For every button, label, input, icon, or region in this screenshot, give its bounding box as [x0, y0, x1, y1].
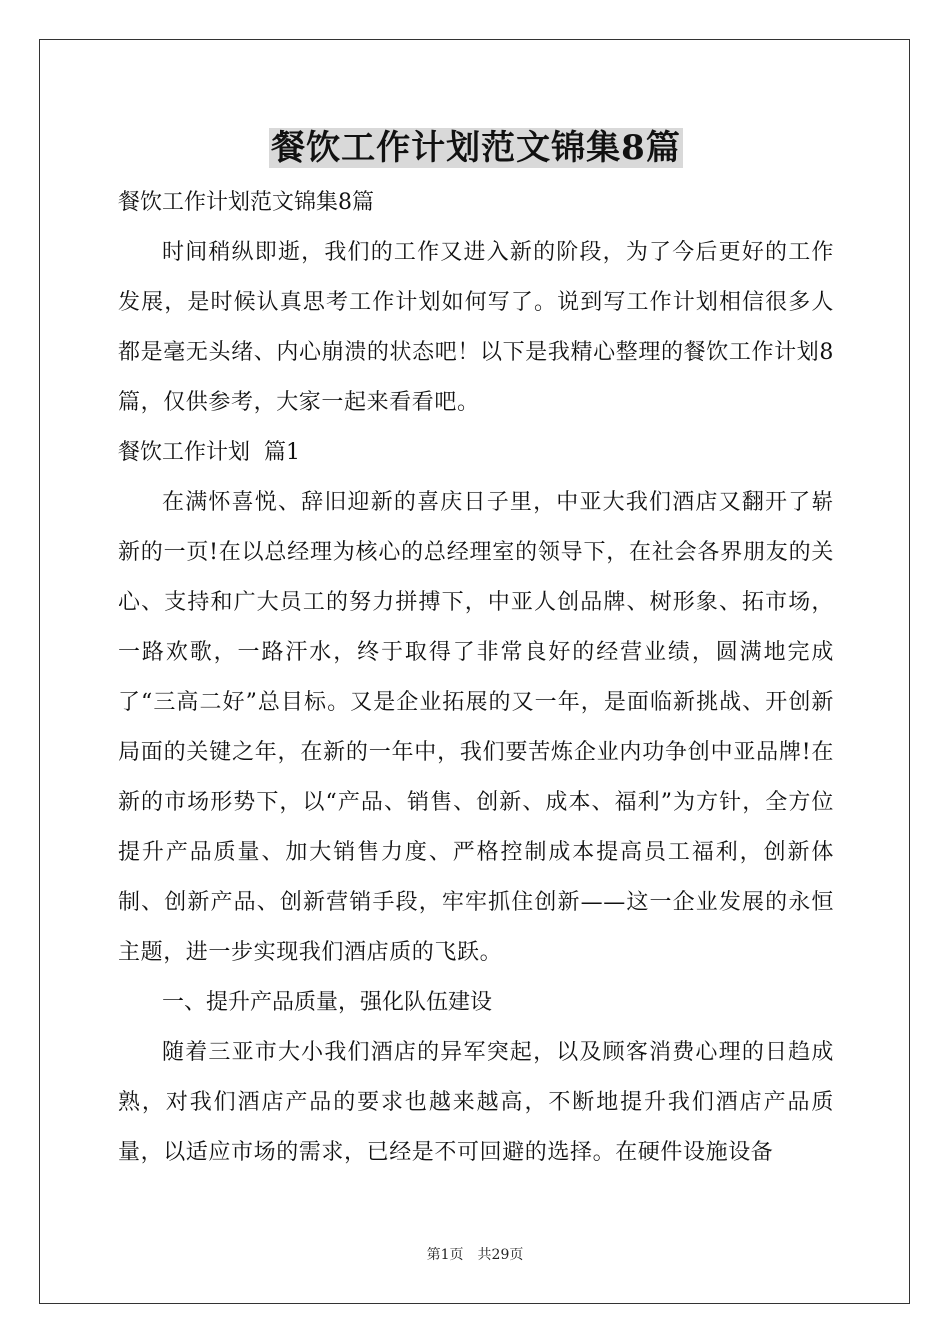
- subheading-quality: 一、提升产品质量，强化队伍建设: [162, 990, 493, 1015]
- page-footer: [0, 1244, 950, 1264]
- subtitle-line: 餐饮工作计划范文锦集8篇: [118, 190, 374, 215]
- paragraph-2: 随着三亚市大小我们酒店的异军突起，以及顾客消费心理的日趋成熟，对我们酒店产品的要求也越来越高，不断地提升我们酒店产品质量，以适应市场的需求，已经是不可回避的选择。在硬件设施设备: [118, 1040, 834, 1165]
- section-paragraph: 在满怀喜悦、辞旧迎新的喜庆日子里，中亚大我们酒店又翻开了崭新的一页!在以总经理为核心的总经理室的领导下，在社会各界朋友的关心、支持和广大员工的努力拼搏下，中亚人创品牌、树形象、拓市场，一路欢歌，一路汗水，终于取得了非常良好的经营业绩，圆满地完成了“三高二好”总目标。又是企业拓展的又一年，是面临新挑战、开创新局面的关键之年，在新的一年中，我们要苦炼企业内功争创中亚品牌!在新的市场形势下，以“产品、销售、创新、成本、福利”为方针，全方位提升产品质量、加大销售力度、严格控制成本提高员工福利，创新体制、创新产品、创新营销手段，牢牢抓住创新——这一企业发展的永恒主题，进一步实现我们酒店质的飞跃。: [118, 490, 834, 965]
- intro-paragraph: 时间稍纵即逝，我们的工作又进入新的阶段，为了今后更好的工作发展，是时候认真思考工作计划如何写了。说到写工作计划相信很多人都是毫无头绪、内心崩溃的状态吧！以下是我精心整理的餐饮工作计划8篇，仅供参考，大家一起来看看吧。: [118, 240, 834, 415]
- page-number: 第1页: [426, 1247, 464, 1263]
- document-title: [118, 120, 834, 176]
- page-total: 共29页: [477, 1247, 524, 1263]
- document-body: [118, 120, 834, 1178]
- section-heading: 餐饮工作计划 篇1: [118, 440, 300, 465]
- document-title-text: 餐饮工作计划范文锦集8篇: [271, 128, 681, 168]
